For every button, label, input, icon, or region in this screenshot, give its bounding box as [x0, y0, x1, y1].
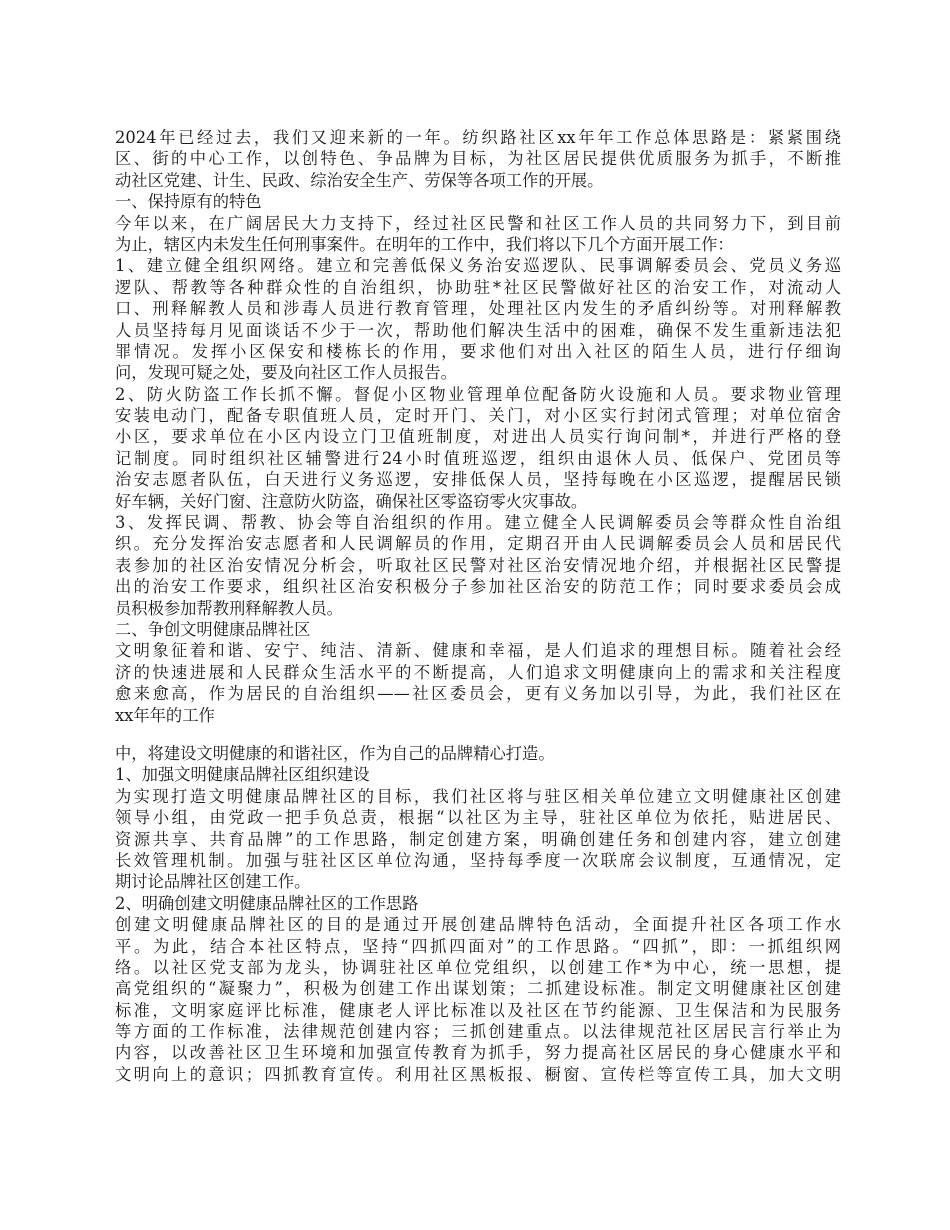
text-line: 2、防火防盗工作长抓不懈。督促小区物业管理单位配备防火设施和人员。要求物业管理 — [115, 384, 841, 404]
text-line: 长效管理机制。加强与驻社区区单位沟通，坚持每季度一次联席会议制度，互通情况，定 — [115, 850, 841, 870]
text-line: 表参加的社区治安情况分析会，听取社区民警对社区治安情况地介绍，并根据社区民警提 — [115, 555, 841, 575]
text-line: 1、建立健全组织网络。建立和完善低保义务治安巡逻队、民事调解委员会、党员义务巡 — [115, 256, 841, 276]
text-line: 为实现打造文明健康品牌社区的目标，我们社区将与驻区相关单位建立文明健康社区创建 — [115, 786, 841, 806]
text-line: 资源共享、共育品牌”的工作思路，制定创建方案，明确创建任务和创建内容，建立创建 — [115, 829, 841, 849]
text-line: 中，将建设文明健康的和谐社区，作为自己的品牌精心打造。 — [115, 744, 555, 763]
text-line: 动社区党建、计生、民政、综治安全生产、劳保等各项工作的开展。 — [115, 170, 604, 190]
text-line: 罪情况。发挥小区保安和楼栋长的作用，要求他们对出入社区的陌生人员，进行仔细询 — [115, 341, 841, 361]
text-line: 1、加强文明健康品牌社区组织建设 — [115, 765, 370, 785]
text-line: 口、刑释解教人员和涉毒人员进行教育管理，处理社区内发生的矛盾纠纷等。对刑释解教 — [115, 299, 841, 319]
text-line: 二、争创文明健康品牌社区 — [115, 619, 311, 639]
text-line: 2024年已经过去，我们又迎来新的一年。纺织路社区xx年年工作总体思路是：紧紧围绕 — [115, 128, 841, 147]
text-line: 标准，文明家庭评比标准，健康老人评比标准以及社区在节约能源、卫生保洁和为民服务 — [115, 1000, 841, 1020]
text-line: 济的快速进展和人民群众生活水平的不断提高，人们追求文明健康向上的需求和关注程度 — [115, 662, 841, 682]
text-line: 记制度。同时组织社区辅警进行24小时值班巡逻，组织由退休人员、低保户、党团员等 — [115, 448, 841, 468]
text-line: 区、街的中心工作，以创特色、争品牌为目标，为社区居民提供优质服务为抓手，不断推 — [115, 149, 841, 169]
text-line: 好车辆，关好门窗、注意防火防盗，确保社区零盗窃零火灾事故。 — [115, 491, 588, 511]
text-line: 今年以来，在广阔居民大力支持下，经过社区民警和社区工作人员的共同努力下，到目前 — [115, 213, 841, 233]
text-line: 平。为此，结合本社区特点，坚持“四抓四面对”的工作思路。“四抓”，即：一抓组织网 — [115, 936, 841, 956]
text-line: 小区，要求单位在小区内设立门卫值班制度，对进出人员实行询问制*，并进行严格的登 — [115, 427, 841, 447]
text-line: 愈来愈高，作为居民的自治组织——社区委员会，更有义务加以引导，为此，我们社区在 — [115, 684, 841, 704]
document-body-part-1 — [115, 127, 841, 726]
text-line: 人员坚持每月见面谈话不少于一次，帮助他们解决生活中的困难，确保不发生重新违法犯 — [115, 320, 841, 340]
text-line: 为止，辖区内未发生任何刑事案件。在明年的工作中，我们将以下几个方面开展工作： — [115, 234, 734, 254]
text-line: 领导小组，由党政一把手负总责，根据“以社区为主导，驻社区单位为依托，贴进居民、 — [115, 808, 841, 828]
text-line: 3、发挥民调、帮教、协会等自治组织的作用。建立健全人民调解委员会等群众性自治组 — [115, 513, 841, 533]
text-line: 文明象征着和谐、安宁、纯洁、清新、健康和幸福，是人们追求的理想目标。随着社会经 — [115, 641, 841, 661]
text-line: 创建文明健康品牌社区的目的是通过开展创建品牌特色活动，全面提升社区各项工作水 — [115, 915, 841, 935]
text-line: 络。以社区党支部为龙头，协调驻社区单位党组织，以创建工作*为中心，统一思想，提 — [115, 957, 841, 977]
text-line: 安装电动门，配备专职值班人员，定时开门、关门，对小区实行封闭式管理；对单位宿舍 — [115, 406, 841, 426]
text-line: 内容，以改善社区卫生环境和加强宣传教育为抓手，努力提高社区居民的身心健康水平和 — [115, 1043, 841, 1063]
text-line: 文明向上的意识；四抓教育宣传。利用社区黑板报、橱窗、宣传栏等宣传工具，加大文明 — [115, 1064, 841, 1084]
text-line: 织。充分发挥治安志愿者和人民调解员的作用，定期召开由人民调解委员会人员和居民代 — [115, 534, 841, 554]
text-line: 等方面的工作标准，法律规范创建内容；三抓创建重点。以法律规范社区居民言行举止为 — [115, 1022, 841, 1042]
text-line: 2、明确创建文明健康品牌社区的工作思路 — [115, 893, 419, 913]
text-line: 治安志愿者队伍，白天进行义务巡逻，安排低保人员，坚持每晚在小区巡逻，提醒居民锁 — [115, 470, 841, 490]
text-line: 员积极参加帮教刑释解教人员。 — [115, 598, 343, 618]
document-body-part-2 — [115, 743, 841, 1085]
text-line: 期讨论品牌社区创建工作。 — [115, 872, 311, 892]
text-line: 问，发现可疑之处，要及向社区工作人员报告。 — [115, 363, 457, 383]
text-line: xx年年的工作 — [115, 705, 215, 725]
text-line: 高党组织的“凝聚力”，积极为创建工作出谋划策；二抓建设标准。制定文明健康社区创建 — [115, 979, 841, 999]
text-line: 一、保持原有的特色 — [115, 192, 262, 212]
text-line: 出的治安工作要求，组织社区治安积极分子参加社区治安的防范工作；同时要求委员会成 — [115, 577, 841, 597]
text-line: 逻队、帮教等各种群众性的自治组织，协助驻*社区民警做好社区的治安工作，对流动人 — [115, 277, 841, 297]
